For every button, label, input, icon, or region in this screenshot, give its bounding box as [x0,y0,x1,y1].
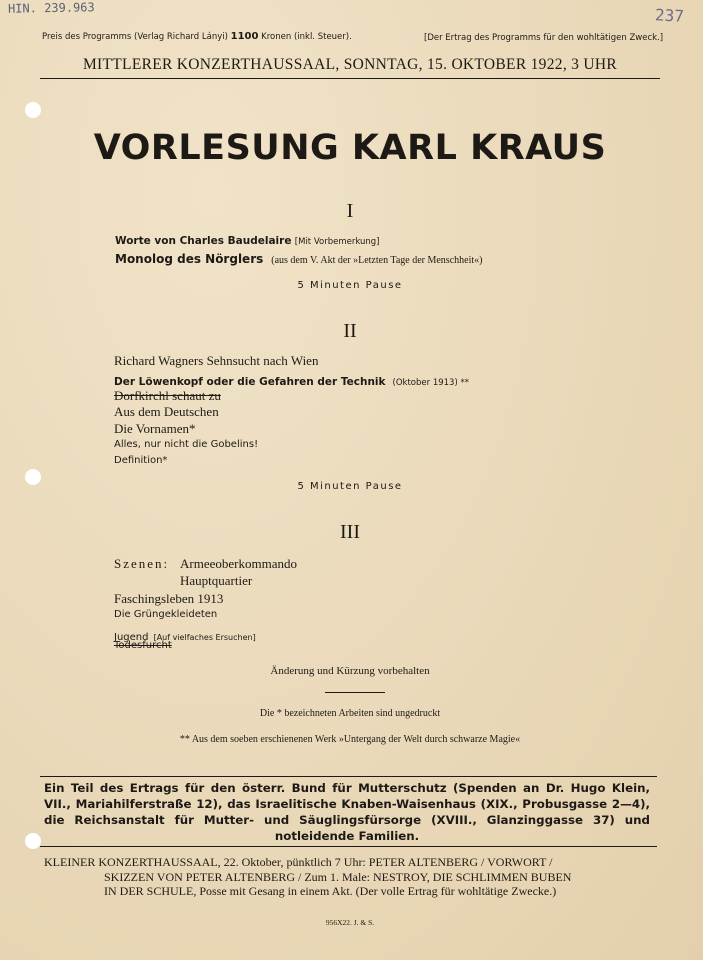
punch-hole [25,469,41,485]
program-item: Faschingsleben 1913 [114,591,224,606]
program-item-cancelled: Todesfurcht [114,640,172,651]
short-divider [325,692,385,693]
next-event-announcement: KLEINER KONZERTHAUSSAAL, 22. Oktober, pünktlich 7 Uhr: PETER ALTENBERG / VORWORT / SKIZZEN VON PETER ALTENBERG / Zum 1. Male: NESTROY, DIE SCHLIMMEN BUBEN IN DER SCHULE, Posse mit Gesang in einem Akt. (Der volle Ertrag für wohltätige Zwecke.) [44,855,572,898]
program-item-cancelled: Dorfkirchl schaut zu [114,388,221,403]
program-item: Alles, nur nicht die Gobelins! [114,439,259,450]
intermission-note: 5 Minuten Pause [297,280,403,291]
divider [40,78,660,79]
page-title: VORLESUNG KARL KRAUS [93,128,607,168]
program-item: Hauptquartier [180,573,253,588]
program-item: Die Vornamen* [114,421,196,436]
archive-signature: HIN. 239.963 [7,0,95,16]
program-item: Definition* [114,455,168,466]
charity-notice: Ein Teil des Ertrags für den österr. Bund für Mutterschutz (Spenden an Dr. Hugo Klein, VII., Mariahilferstraße 12), das Israelitische Knaben-Waisenhaus (XIX., Probusgasse 2—4), die Reichsanstalt für Mutter- und Säuglingsfürsorge (XVIII., Glanzinggasse 37) und notleidende Familien. [44,781,650,843]
unprinted-note: Die * bezeichneten Arbeiten sind ungedruckt [259,708,441,719]
program-item: Armeeoberkommando [180,556,297,571]
program-item: Richard Wagners Sehnsucht nach Wien [114,353,319,368]
program-item: Jugend [Auf vielfaches Ersuchen] [114,632,256,643]
part-numeral: III [340,521,360,543]
divider [40,846,657,847]
program-item: Worte von Charles Baudelaire [Mit Vorbemerkung] [115,235,380,247]
punch-hole [25,833,41,849]
printer-mark: 956X22. J. & S. [325,918,375,927]
changes-note: Änderung und Kürzung vorbehalten [270,665,430,677]
scenes-label: Szenen: [114,556,170,571]
program-item: Monolog des Nörglers (aus dem V. Akt der »Letzten Tage der Menschheit«) [115,252,483,266]
archive-page-number: 237 [654,5,685,26]
venue-line: MITTLERER KONZERTHAUSSAAL, SONNTAG, 15. OKTOBER 1922, 3 UHR [82,56,618,73]
intermission-note: 5 Minuten Pause [297,481,403,492]
part-numeral: II [343,320,357,342]
divider [40,776,657,777]
price-note: Preis des Programms (Verlag Richard Lányi) 1100 Kronen (inkl. Steuer). [42,31,352,42]
proceeds-note: [Der Ertrag des Programms für den wohltätigen Zweck.] [424,33,664,43]
program-item: Die Grüngekleideten [114,609,218,620]
part-numeral: I [346,200,354,222]
source-note: ** Aus dem soeben erschienenen Werk »Untergang der Welt durch schwarze Magie« [179,734,521,745]
punch-hole [25,102,41,118]
program-item: Der Löwenkopf oder die Gefahren der Technik (Oktober 1913) ** [114,376,469,388]
program-item: Aus dem Deutschen [114,404,219,419]
